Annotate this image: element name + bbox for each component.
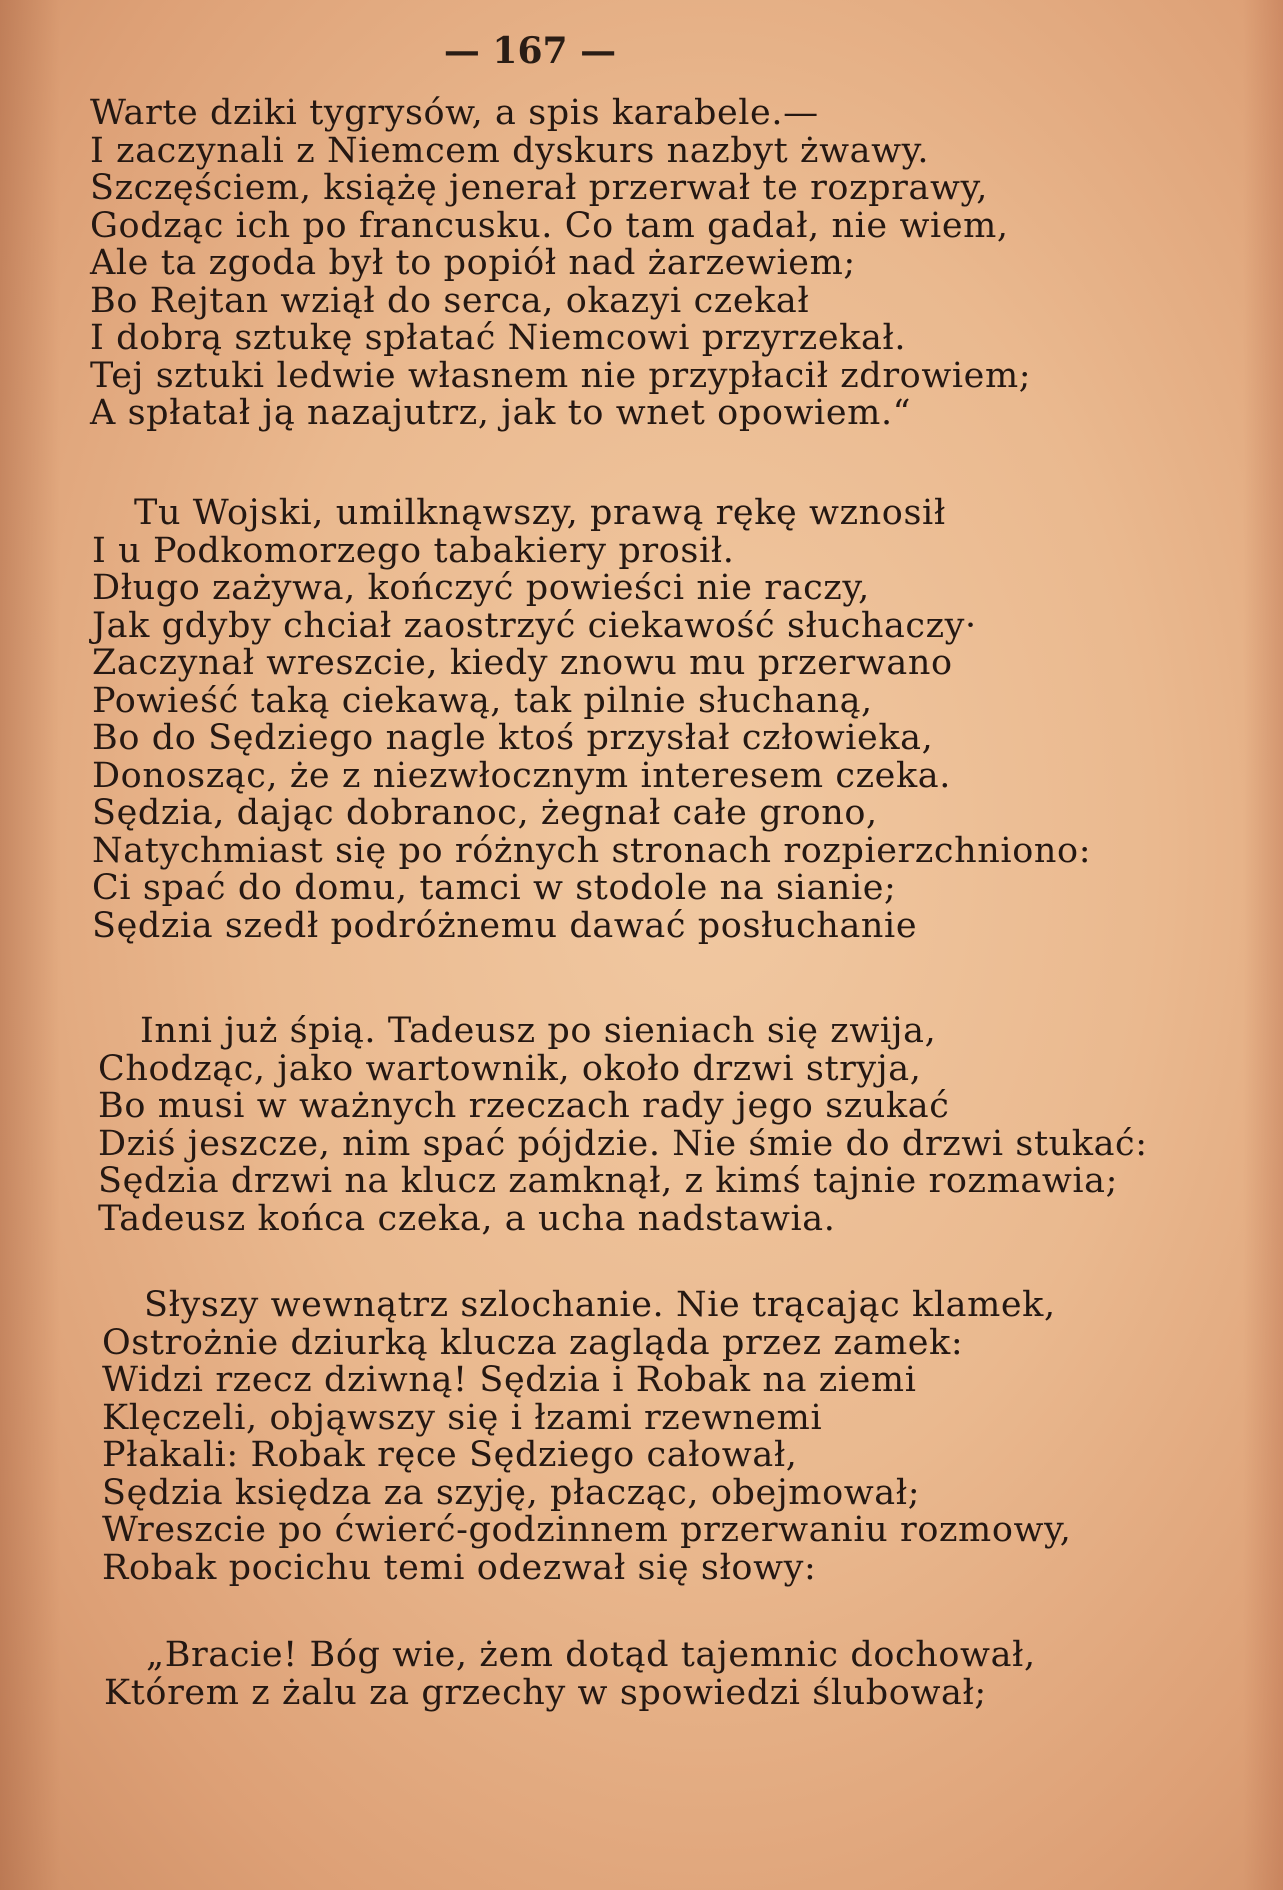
verse-line: Słyszy wewnątrz szlochanie. Nie trącając klamek,	[144, 1285, 1056, 1325]
verse-line: Chodząc, jako wartownik, około drzwi stryja,	[98, 1048, 922, 1089]
page-number: — 167 —	[443, 30, 617, 72]
verse-line: Ale ta zgoda był to popiół nad żarzewiem;	[90, 243, 856, 283]
verse-line: Którem z żalu za grzechy w spowiedzi ślubował;	[104, 1672, 987, 1713]
verse-line: Ci spać do domu, tamci w stodole na sianie;	[92, 868, 897, 908]
verse-line: Godząc ich po francusku. Co tam gadał, nie wiem,	[90, 205, 1009, 246]
stanza	[90, 95, 1031, 433]
verse-line: Inni już śpią. Tadeusz po sieniach się zwija,	[140, 1011, 937, 1051]
verse-line: Sędzia szedł podróżnemu dawać posłuchanie	[92, 905, 918, 946]
stanza	[98, 1013, 1148, 1238]
verse-line: Robak pocichu temi odezwał się słowy:	[102, 1547, 817, 1588]
stanza	[102, 1287, 1072, 1587]
verse-line: Jak gdyby chciał zaostrzyć ciekawość słuchaczy·	[92, 605, 977, 646]
verse-line: Wreszcie po ćwierć-godzinnem przerwaniu rozmowy,	[102, 1510, 1072, 1550]
verse-line: Sędzia, dając dobranoc, żegnał całe grono,	[92, 793, 878, 833]
verse-line: Szczęściem, książę jenerał przerwał te rozprawy,	[90, 168, 988, 208]
verse-line: Powieść taką ciekawą, tak pilnie słuchaną,	[92, 680, 873, 721]
verse-line: A spłatał ją nazajutrz, jak to wnet opowiem.“	[90, 393, 912, 433]
verse-line: Donosząc, że z niezwłocznym interesem czeka.	[92, 755, 951, 796]
verse-line: I zaczynali z Niemcem dyskurs nazbyt żwawy.	[90, 130, 930, 171]
verse-line: Warte dziki tygrysów, a spis karabele.—	[90, 93, 819, 133]
verse-line: Bo Rejtan wziął do serca, okazyi czekał	[90, 280, 810, 321]
verse-line: Tej sztuki ledwie własnem nie przypłacił zdrowiem;	[90, 355, 1032, 396]
verse-line: „Bracie! Bóg wie, żem dotąd tajemnic dochował,	[146, 1635, 1036, 1675]
verse-line: Zaczynał wreszcie, kiedy znowu mu przerwano	[92, 643, 953, 683]
verse-line: Płakali: Robak ręce Sędziego całował,	[102, 1435, 798, 1475]
verse-line: I dobrą sztukę spłatać Niemcowi przyrzekał.	[90, 318, 907, 358]
verse-line: Tu Wojski, umilknąwszy, prawą rękę wznosił	[134, 493, 946, 533]
verse-line: I u Podkomorzego tabakiery prosił.	[92, 530, 735, 571]
verse-line: Widzi rzecz dziwną! Sędzia i Robak na ziemi	[102, 1360, 917, 1400]
stanza	[104, 1637, 1036, 1712]
stanza	[92, 495, 1091, 945]
verse-line: Długo zażywa, kończyć powieści nie raczy,	[92, 568, 870, 608]
verse-line: Sędzia drzwi na klucz zamknął, z kimś tajnie rozmawia;	[98, 1161, 1119, 1201]
verse-line: Tadeusz końca czeka, a ucha nadstawia.	[98, 1198, 836, 1239]
verse-line: Natychmiast się po różnych stronach rozpierzchniono:	[92, 830, 1092, 871]
verse-line: Bo musi w ważnych rzeczach rady jego szukać	[98, 1086, 950, 1126]
verse-line: Klęczeli, objąwszy się i łzami rzewnemi	[102, 1397, 823, 1438]
verse-line: Ostrożnie dziurką klucza zagląda przez zamek:	[102, 1322, 964, 1363]
verse-line: Sędzia księdza za szyję, płacząc, obejmował;	[102, 1472, 921, 1513]
verse-line: Bo do Sędziego nagle ktoś przysłał człowieka,	[92, 718, 934, 758]
verse-line: Dziś jeszcze, nim spać pójdzie. Nie śmie do drzwi stukać:	[98, 1123, 1148, 1164]
